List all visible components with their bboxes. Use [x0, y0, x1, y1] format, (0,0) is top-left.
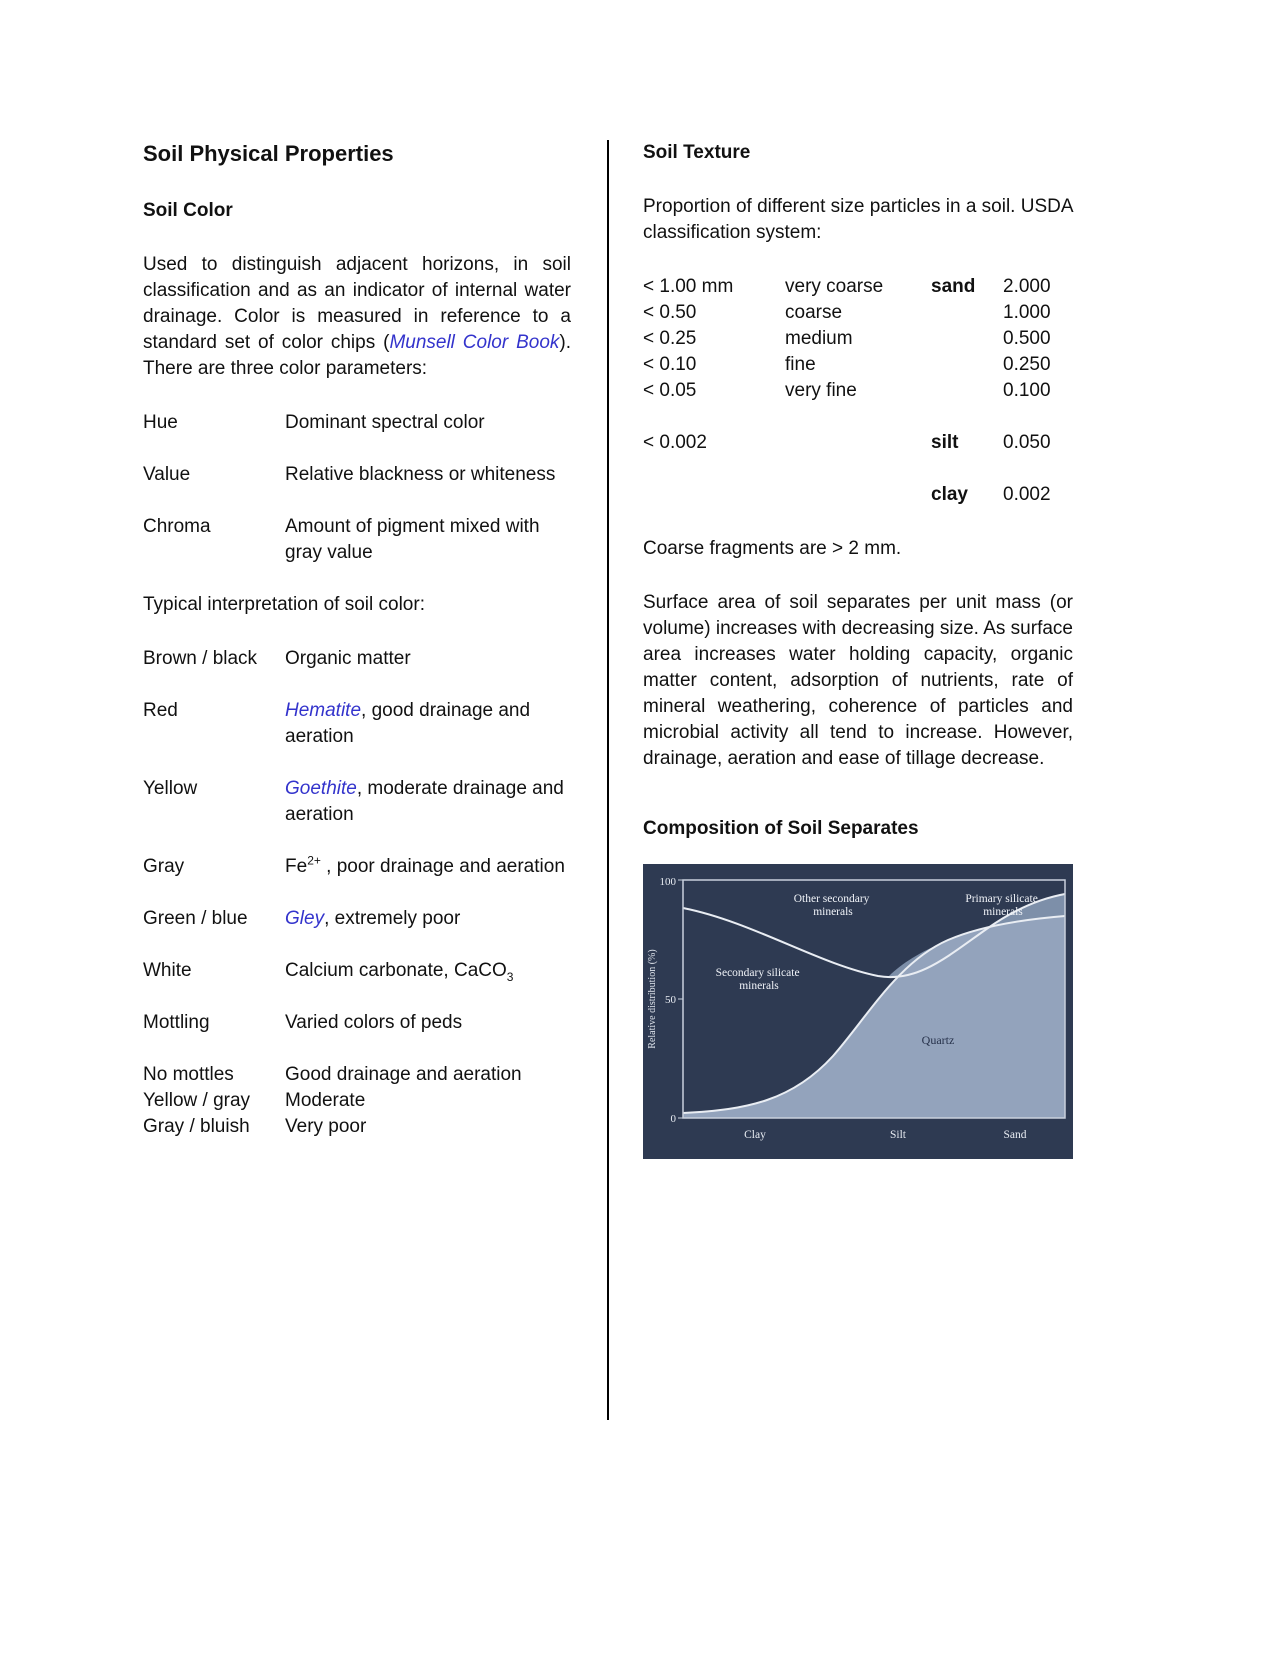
value-cell: 0.002 — [1003, 484, 1051, 505]
param-term: Value — [143, 464, 191, 485]
color-term: Brown / black — [143, 648, 258, 669]
class-cell — [931, 326, 1003, 352]
composition-chart-figure — [643, 864, 1073, 1167]
label-line: minerals — [983, 906, 1023, 918]
x-tick-label-clay: Clay — [744, 1129, 766, 1141]
color-desc-rest: , poor drainage and aeration — [320, 856, 565, 877]
composition-heading: Composition of Soil Separates — [643, 818, 919, 839]
class-cell: sand — [931, 276, 976, 297]
color-desc: Very poor — [285, 1116, 367, 1137]
soil-color-intro-paragraph — [143, 252, 571, 382]
value-cell: 0.100 — [1003, 380, 1051, 401]
name-cell: medium — [785, 328, 853, 349]
color-term: Mottling — [143, 1012, 210, 1033]
color-desc: Good drainage and aeration — [285, 1064, 522, 1085]
class-cell — [931, 378, 1003, 404]
class-cell — [931, 300, 1003, 326]
label-line: Primary silicate — [965, 893, 1038, 905]
value-cell: 2.000 — [1003, 276, 1051, 297]
color-term: Red — [143, 700, 178, 721]
color-term: Gray / bluish — [143, 1116, 250, 1137]
x-tick-label-sand: Sand — [1003, 1129, 1027, 1141]
color-desc-rest: , good drainage and aeration — [285, 700, 531, 747]
particle-size-table — [643, 274, 1073, 508]
munsell-color-book-link: Munsell Color Book — [389, 332, 560, 353]
param-term: Chroma — [143, 516, 211, 537]
table-row — [643, 300, 1073, 326]
color-desc — [285, 958, 571, 984]
size-cell: < 0.10 — [643, 354, 697, 375]
color-desc: Organic matter — [285, 648, 411, 669]
label-line: Secondary silicate — [715, 967, 800, 979]
intro-text-1: Used to distinguish adjacent horizons, in soil classification and as an indicator of internal water drainage. Color is measured in reference to a standard set of color chips ( — [143, 254, 571, 353]
mineral-name-goethite: Goethite — [285, 778, 357, 799]
interp-row-green-blue — [143, 906, 571, 932]
soil-texture-intro: Proportion of different size particles in a soil. USDA classification system: — [643, 196, 1073, 243]
name-cell — [785, 430, 931, 456]
color-desc-rest: , moderate drainage and aeration — [285, 778, 564, 825]
name-cell: very fine — [785, 380, 857, 401]
page-title: Soil Physical Properties — [143, 141, 394, 166]
param-row-value — [143, 462, 571, 488]
class-cell: clay — [931, 484, 968, 505]
size-cell: < 0.25 — [643, 328, 697, 349]
soil-color-heading: Soil Color — [143, 200, 233, 221]
quartz-label: Quartz — [921, 1033, 955, 1047]
interp-row-gray — [143, 854, 571, 880]
y-tick-label-50: 50 — [665, 994, 676, 1006]
surface-area-paragraph: Surface area of soil separates per unit mass (or volume) increases with decreasing size. As surface area increases water holding capacity, organic matter content, adsorption of nutrients, rate of mineral weathering, coherence of particles and microbial activity all tend to increase. However, drainage, aeration and ease of tillage decrease. — [643, 592, 1073, 769]
table-row — [643, 274, 1073, 300]
column-divider — [607, 140, 609, 1420]
x-tick-label-silt: Silt — [890, 1129, 906, 1141]
param-desc: Dominant spectral color — [285, 412, 485, 433]
interp-row-yellow — [143, 776, 571, 828]
color-desc: Varied colors of peds — [285, 1012, 463, 1033]
chem-fe-superscript: 2+ — [307, 853, 321, 868]
color-term: White — [143, 960, 192, 981]
chem-caco-subscript: 3 — [506, 969, 514, 984]
value-cell: 0.500 — [1003, 328, 1051, 349]
y-axis-label: Relative distribution (%) — [647, 949, 658, 1049]
left-column — [143, 140, 571, 1140]
param-desc: Relative blackness or whiteness — [285, 464, 556, 485]
color-desc — [285, 776, 571, 828]
label-line: Other secondary — [793, 893, 870, 905]
interp-row-red — [143, 698, 571, 750]
table-row — [643, 326, 1073, 352]
param-row-hue — [143, 410, 571, 436]
color-term: Yellow — [143, 778, 198, 799]
chem-fe: Fe — [285, 856, 308, 877]
color-desc-rest: , extremely poor — [324, 908, 461, 929]
value-cell: 1.000 — [1003, 302, 1051, 323]
label-line: minerals — [813, 906, 853, 918]
table-row — [643, 378, 1073, 404]
interp-row-mottling — [143, 1010, 571, 1036]
color-desc — [285, 906, 571, 932]
intro-text-2: ). There are three color parameters: — [143, 332, 571, 379]
mineral-name-gley: Gley — [285, 908, 325, 929]
coarse-fragments-note: Coarse fragments are > 2 mm. — [643, 538, 902, 559]
right-column — [643, 140, 1073, 1167]
interp-row-brown-black — [143, 646, 571, 672]
name-cell: fine — [785, 354, 816, 375]
table-row-silt — [643, 430, 1073, 456]
interp-row-no-mottles — [143, 1062, 571, 1088]
table-row-clay — [643, 482, 1073, 508]
param-row-chroma — [143, 514, 571, 566]
color-term: Yellow / gray — [143, 1090, 251, 1111]
label-line: minerals — [739, 980, 779, 992]
table-row — [643, 352, 1073, 378]
color-desc — [285, 854, 571, 880]
value-cell: 0.050 — [1003, 432, 1051, 453]
color-term: No mottles — [143, 1064, 234, 1085]
composition-chart — [643, 864, 1073, 1159]
interp-row-gray-bluish — [143, 1114, 571, 1140]
chem-caco: Calcium carbonate, CaCO — [285, 960, 507, 981]
color-term: Gray — [143, 856, 185, 877]
value-cell: 0.250 — [1003, 354, 1051, 375]
param-desc: Amount of pigment mixed with gray value — [285, 516, 540, 563]
size-cell — [643, 482, 785, 508]
name-cell — [785, 482, 931, 508]
class-cell: silt — [931, 432, 959, 453]
size-cell: < 0.05 — [643, 380, 697, 401]
soil-texture-heading: Soil Texture — [643, 142, 751, 163]
size-cell: < 0.002 — [643, 432, 707, 453]
class-cell — [931, 352, 1003, 378]
name-cell: very coarse — [785, 276, 884, 297]
color-term: Green / blue — [143, 908, 248, 929]
color-desc — [285, 698, 571, 750]
y-tick-label-100: 100 — [659, 876, 676, 888]
interp-row-white — [143, 958, 571, 984]
name-cell: coarse — [785, 302, 843, 323]
size-cell: < 0.50 — [643, 302, 697, 323]
interpretation-heading: Typical interpretation of soil color: — [143, 594, 425, 615]
interp-row-yellow-gray — [143, 1088, 571, 1114]
size-cell: < 1.00 mm — [643, 276, 734, 297]
param-term: Hue — [143, 412, 178, 433]
y-tick-label-0: 0 — [670, 1113, 676, 1125]
color-desc: Moderate — [285, 1090, 366, 1111]
mineral-name-hematite: Hematite — [285, 700, 362, 721]
